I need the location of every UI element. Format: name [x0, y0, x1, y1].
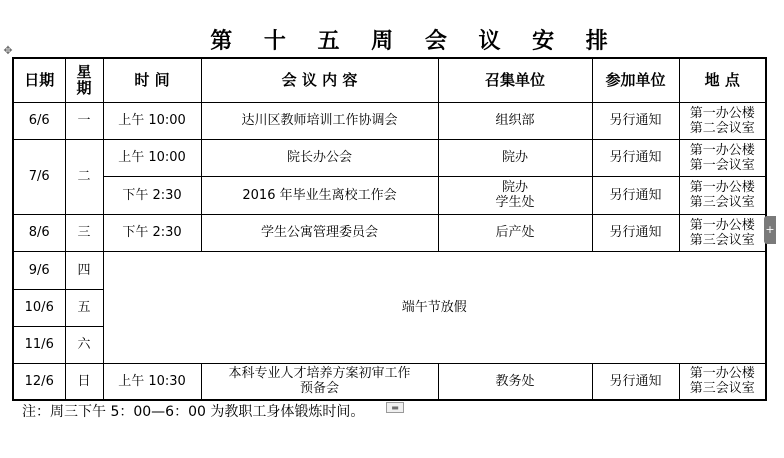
cell-convener: [438, 176, 592, 214]
table-row: [13, 251, 766, 289]
cell-weekday: 三: [65, 214, 103, 251]
cell-location: [679, 139, 766, 176]
cell-weekday: 二: [65, 139, 103, 214]
table-row: [13, 102, 766, 139]
cell-date: 6/6: [13, 102, 65, 139]
location-line-2: 第二会议室: [689, 120, 755, 136]
cell-content: 院长办公会: [201, 139, 438, 176]
cell-time: 上午 10:00: [103, 139, 201, 176]
cell-participants: 另行通知: [592, 139, 679, 176]
location-line-1: 第一办公楼: [689, 217, 755, 233]
content-line-1: 本科专业人才培养方案初审工作: [228, 366, 411, 382]
cell-date: 12/6: [13, 363, 65, 400]
add-column-handle-icon[interactable]: +: [764, 216, 776, 244]
location-line-2: 第一会议室: [689, 157, 755, 173]
cell-weekday: 一: [65, 102, 103, 139]
cell-content: 学生公寓管理委员会: [201, 214, 438, 251]
cell-weekday: 四: [65, 251, 103, 289]
location-line-1: 第一办公楼: [689, 180, 755, 195]
table-row: [13, 176, 766, 214]
table-header-row: [13, 58, 766, 102]
cell-date: 9/6: [13, 251, 65, 289]
table-resize-handle-icon[interactable]: ▬: [386, 402, 404, 413]
cell-weekday: 六: [65, 326, 103, 363]
location-line-1: 第一办公楼: [689, 366, 755, 382]
convener-line-1: 院办: [501, 180, 528, 195]
header-content: 会 议 内 容: [201, 58, 438, 102]
cell-date: 7/6: [13, 139, 65, 214]
cell-content: [201, 363, 438, 400]
location-line-1: 第一办公楼: [689, 105, 755, 121]
table-move-handle-icon[interactable]: ✥: [3, 44, 13, 57]
cell-convener: 后产处: [438, 214, 592, 251]
location-line-2: 第三会议室: [689, 381, 755, 397]
cell-location: [679, 363, 766, 400]
cell-convener: 教务处: [438, 363, 592, 400]
table-row: [13, 139, 766, 176]
header-weekday: [65, 58, 103, 102]
table-row: [13, 214, 766, 251]
cell-location: [679, 214, 766, 251]
cell-content: 达川区教师培训工作协调会: [201, 102, 438, 139]
convener-line-2: 学生处: [495, 195, 535, 210]
holiday-cell: 端午节放假: [103, 251, 766, 363]
cell-participants: 另行通知: [592, 214, 679, 251]
cell-time: 下午 2:30: [103, 214, 201, 251]
header-location: 地 点: [679, 58, 766, 102]
cell-time: 下午 2:30: [103, 176, 201, 214]
cell-location: [679, 102, 766, 139]
cell-time: 上午 10:00: [103, 102, 201, 139]
header-convener: 召集单位: [438, 58, 592, 102]
location-line-2: 第三会议室: [689, 195, 755, 210]
content-line-2: 预备会: [299, 381, 339, 397]
cell-convener: 组织部: [438, 102, 592, 139]
cell-participants: 另行通知: [592, 102, 679, 139]
cell-location: [679, 176, 766, 214]
header-participants: 参加单位: [592, 58, 679, 102]
cell-content: 2016 年毕业生离校工作会: [201, 176, 438, 214]
meeting-schedule-table: [12, 57, 767, 401]
cell-date: 11/6: [13, 326, 65, 363]
cell-date: 8/6: [13, 214, 65, 251]
cell-time: 上午 10:30: [103, 363, 201, 400]
cell-weekday: 五: [65, 289, 103, 326]
footnote: 注：周三下午 5：00—6：00 为教职工身体锻炼时间。: [22, 404, 365, 420]
location-line-2: 第三会议室: [689, 232, 755, 248]
header-date: 日期: [13, 58, 65, 102]
page-title: 第 十 五 周 会 议 安 排: [210, 28, 620, 54]
cell-weekday: 日: [65, 363, 103, 400]
cell-convener: 院办: [438, 139, 592, 176]
cell-date: 10/6: [13, 289, 65, 326]
table-row: [13, 363, 766, 400]
cell-participants: 另行通知: [592, 363, 679, 400]
header-weekday-text: 星期: [76, 63, 92, 98]
header-time: 时 间: [103, 58, 201, 102]
location-line-1: 第一办公楼: [689, 142, 755, 158]
cell-participants: 另行通知: [592, 176, 679, 214]
